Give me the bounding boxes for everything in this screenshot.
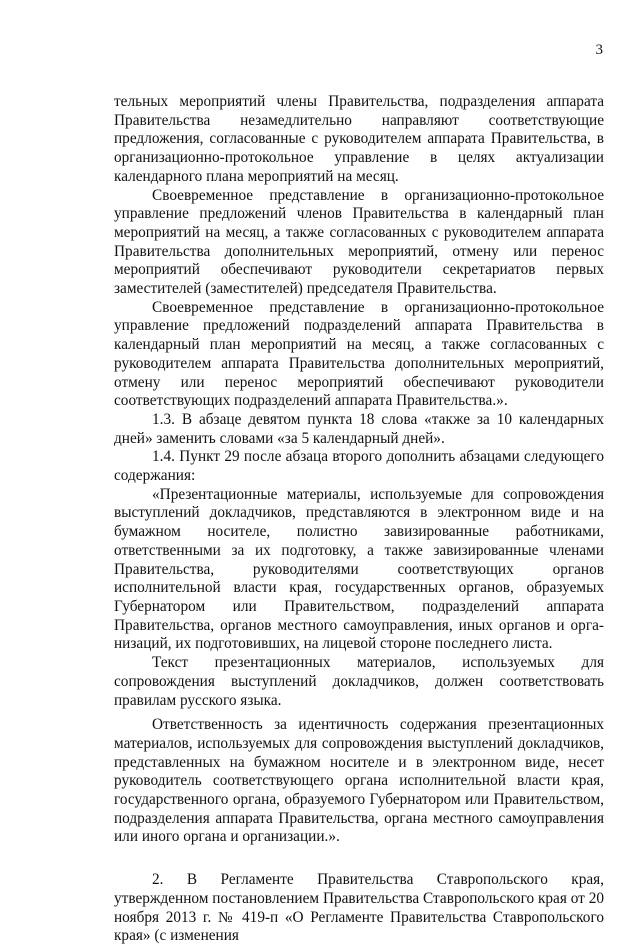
paragraph-1: тельных мероприятий члены Правительства, подразделения аппарата Правительства незамедлительно направляют соответствующие предложения, согласованные с руководителем аппарата Правительства, в организационно-протокольное управление в целях актуализации календарного плана мероприятий на месяц. — [114, 93, 604, 185]
paragraph-9: 2. В Регламенте Правительства Ставропольского края, утвержденном постановлением Правительства Ставропольского края от 20 ноября 2013 г. № 419-п «О Регламенте Правительства Ставропольского края» (с изменения — [114, 871, 604, 945]
paragraph-8: Ответственность за идентичность содержания презентационных материалов, используемых для сопровождения выступлений докладчиков, представленных на бумажном носителе и в электронном виде, несет руководитель соответствующего органа исполнительной власти края, государственного органа, образуемого Губернатором или Правительством, подразделения аппарата Правительства, органа местного самоуправления или иного органа и организации.». — [114, 716, 604, 846]
paragraph-5: 1.4. Пункт 29 после абзаца второго дополнить абзацами следующего содержания: — [114, 448, 604, 485]
paragraph-7: Текст презентационных материалов, используемых для сопровождения выступлений докладчиков, должен соответствовать правилам русского языка. — [114, 654, 604, 709]
page-number: 3 — [595, 42, 603, 58]
paragraph-6: «Презентационные материалы, используемые для сопровождения выступлений докладчиков, представляются в электронном виде и на бумажном носителе, полистно завизированные работниками, ответственными за их подготовку, а также завизированные членами Правительства, руководителями соответствующих органов исполнительной власти края, государственных органов, образуемых Губернатором или Правительством, подразделений аппарата Правительства, органов местного самоуправления, иных органов и организаций, их подготовивших, на лицевой стороне последнего листа. — [114, 485, 604, 653]
paragraph-2: Своевременное представление в организационно-протокольное управление предложений членов Правительства в календарный план мероприятий на месяц, а также согласованных с руководителем аппарата Правительства дополнительных мероприятий, отмену или перенос мероприятий обеспечивают руководители секретариатов первых заместителей (заместителей) председателя Правительства. — [114, 186, 604, 298]
paragraph-3: Своевременное представление в организационно-протокольное управление предложений подразделений аппарата Правительства в календарный план мероприятий на месяц, а также согласованных с руководителем аппарата Правительства дополнительных мероприятий, отмену или перенос мероприятий обеспечивают руководители соответствующих подразделений аппарата Правительства.». — [114, 298, 604, 410]
document-body — [114, 93, 604, 946]
paragraph-4: 1.3. В абзаце девятом пункта 18 слова «также за 10 календарных дней» заменить словами «за 5 календарный дней». — [114, 410, 604, 447]
